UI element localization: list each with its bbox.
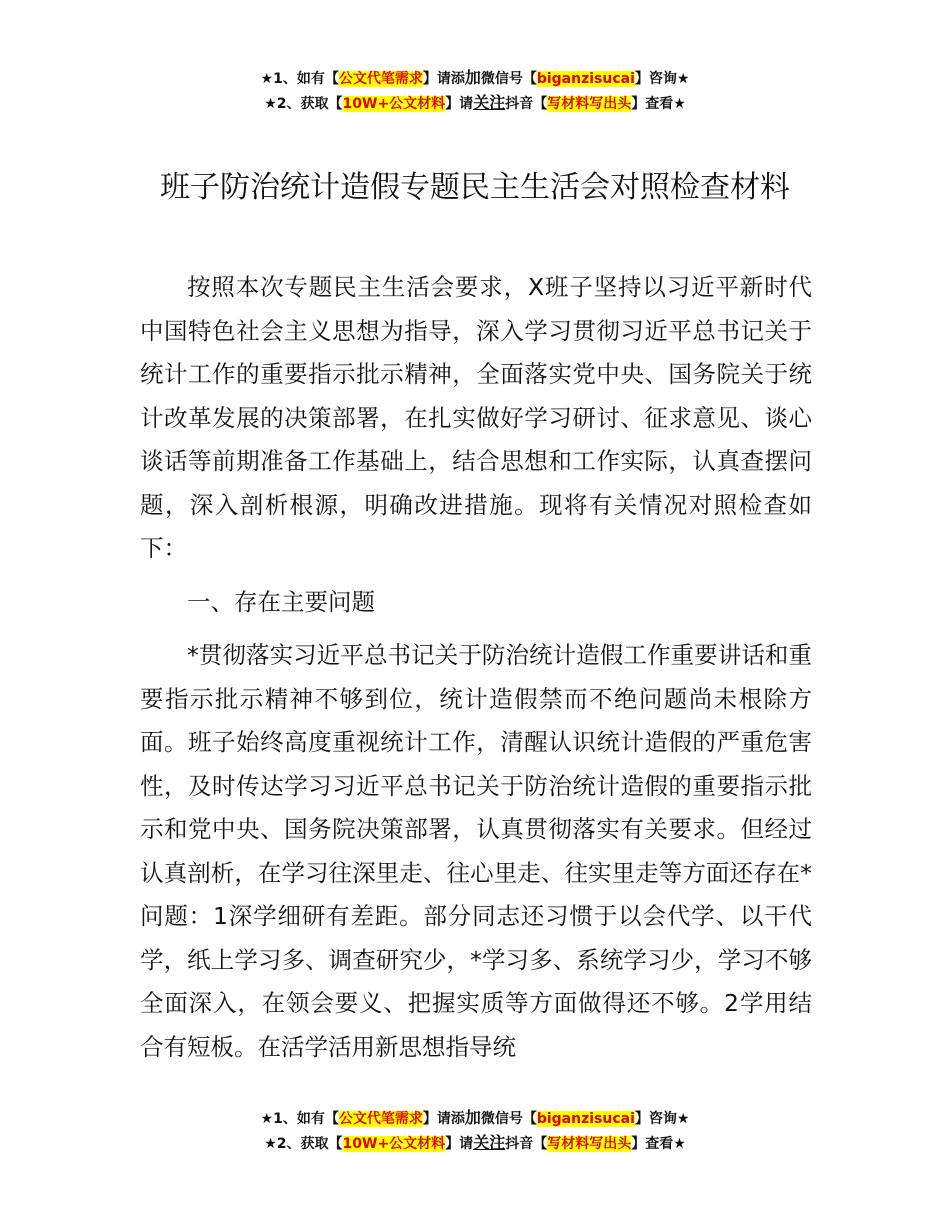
- highlight-douyin-account: 写材料写出头: [547, 1136, 632, 1152]
- highlight-materials: 10W+公文材料: [342, 96, 446, 112]
- promo-line-1: ★1、如有【公文代笔需求】请添加微信号【biganzisucai】咨询★: [260, 68, 690, 87]
- promo-banner-bottom: [0, 1106, 950, 1156]
- promo-line-1: ★1、如有【公文代笔需求】请添加微信号【biganzisucai】咨询★: [260, 1108, 690, 1127]
- section-heading: 一、存在主要问题: [187, 587, 375, 616]
- highlight-douyin-account: 写材料写出头: [547, 96, 632, 112]
- body-paragraph: *贯彻落实习近平总书记关于防治统计造假工作重要讲话和重要指示批示精神不够到位，统计造假禁而不绝问题尚未根除方面。班子始终高度重视统计工作，清醒认识统计造假的严重危害性，及时传达学习习近平总书记关于防治统计造假的重要指示批示和党中央、国务院决策部署，认真贯彻落实有关要求。但经过认真剖析，在学习往深里走、往心里走、往实里走等方面还存在*问题：1深学细研有差距。部分同志还习惯于以会代学、以干代学，纸上学习多、调查研究少，*学习多、系统学习少，学习不够全面深入，在领会要义、把握实质等方面做得还不够。2学用结合有短板。在活学活用新思想指导统: [140, 641, 812, 1061]
- document-body: [140, 266, 812, 1069]
- promo-line-2: ★2、获取【10W+公文材料】请关注抖音【写材料写出头】查看★: [264, 1133, 686, 1152]
- highlight-service: 公文代笔需求: [338, 1111, 423, 1127]
- highlight-wechat-id: biganzisucai: [536, 1111, 635, 1127]
- intro-paragraph: 按照本次专题民主生活会要求，X班子坚持以习近平新时代中国特色社会主义思想为指导，深入学习贯彻习近平总书记关于统计工作的重要指示批示精神，全面落实党中央、国务院关于统计改革发展的决策部署，在扎实做好学习研讨、征求意见、谈心谈话等前期准备工作基础上，结合思想和工作实际，认真查摆问题，深入剖析根源，明确改进措施。现将有关情况对照检查如下：: [140, 273, 812, 562]
- document-title: 班子防治统计造假专题民主生活会对照检查材料: [160, 170, 790, 205]
- promo-line-2: ★2、获取【10W+公文材料】请关注抖音【写材料写出头】查看★: [264, 93, 686, 112]
- highlight-wechat-id: biganzisucai: [536, 71, 635, 87]
- highlight-service: 公文代笔需求: [338, 71, 423, 87]
- highlight-materials: 10W+公文材料: [342, 1136, 446, 1152]
- promo-banner-top: [0, 66, 950, 116]
